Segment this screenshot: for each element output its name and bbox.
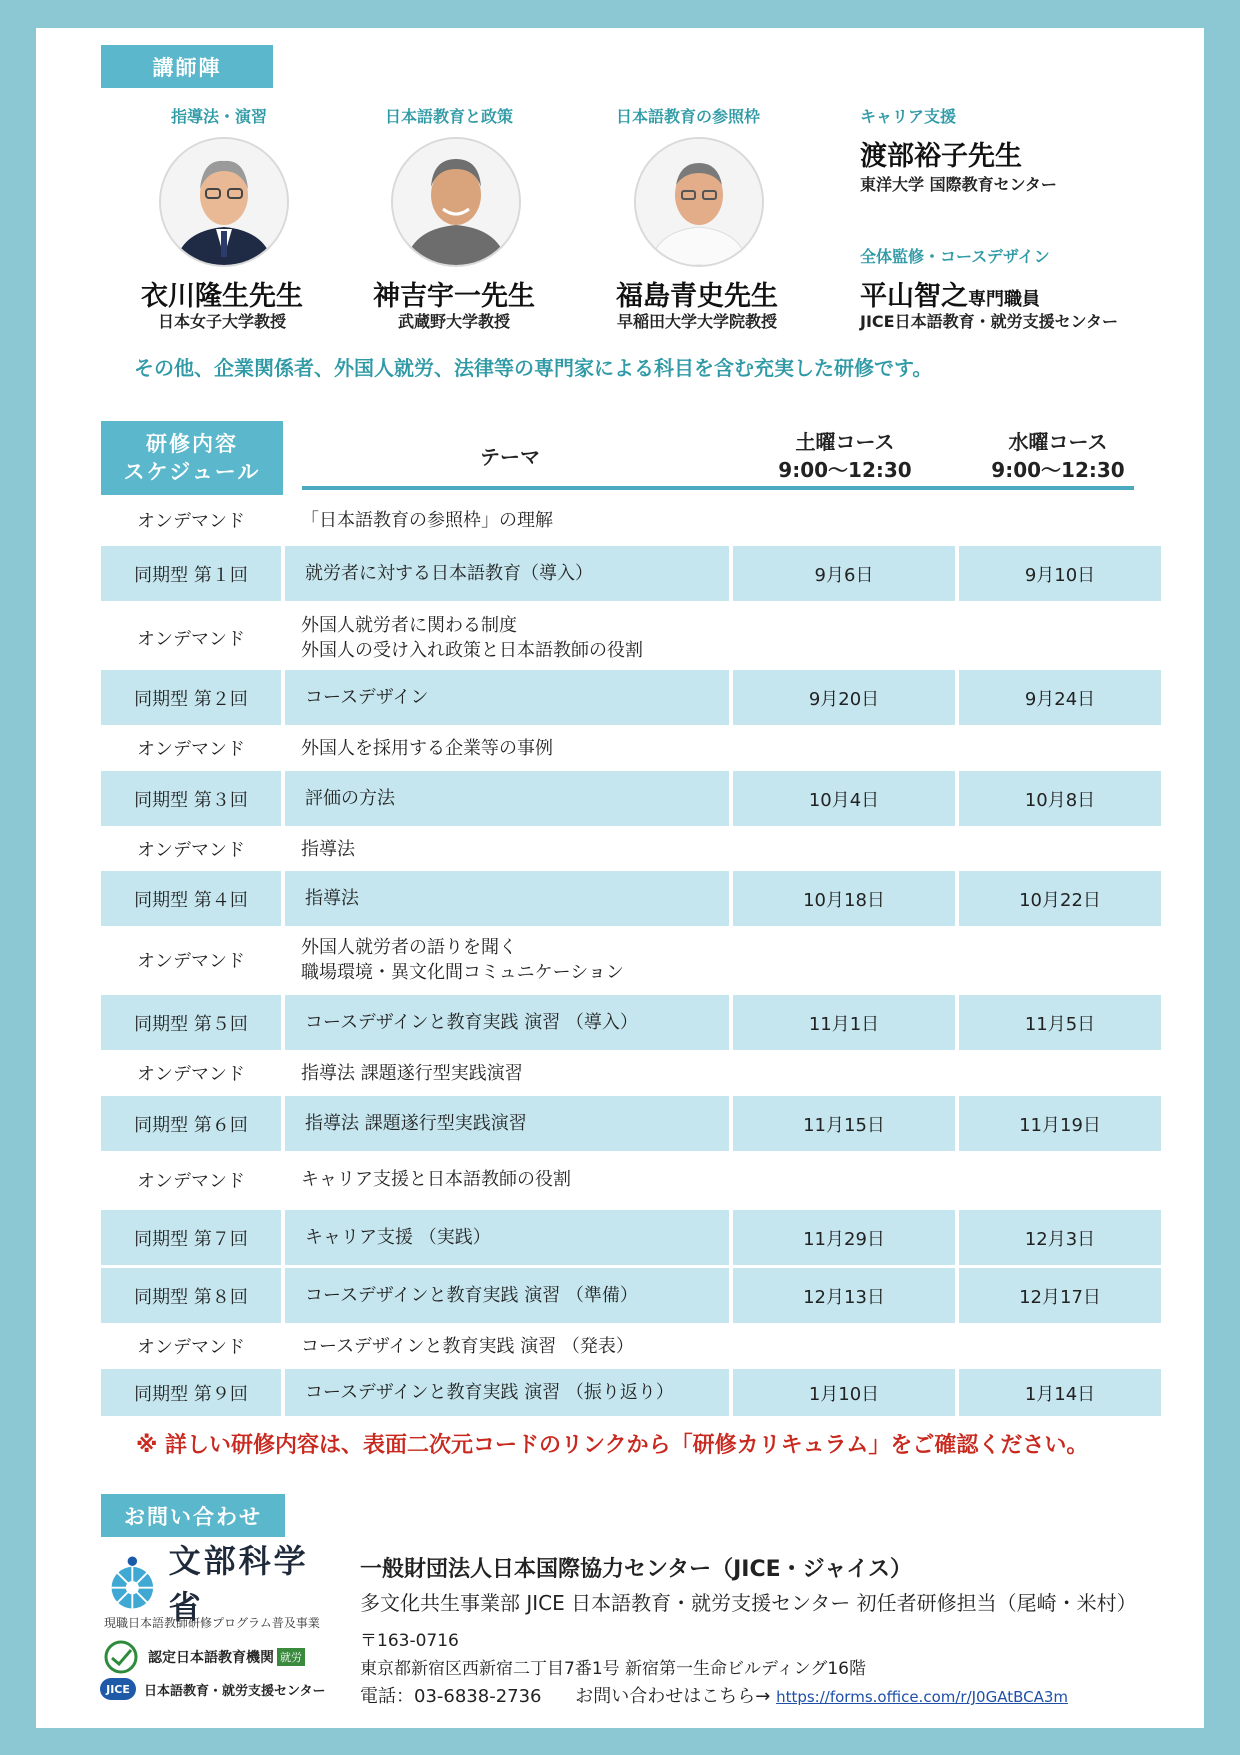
table-row xyxy=(101,1369,1161,1416)
instructor-3-role: 日本語教育の参照枠 xyxy=(616,107,761,126)
session-type: 同期型 第２回 xyxy=(101,670,281,725)
session-theme xyxy=(281,1152,725,1207)
saturday-date: 9月6日 xyxy=(733,546,955,601)
saturday-date xyxy=(725,606,947,670)
session-theme xyxy=(281,1323,725,1369)
instructor-3-name: 福島青史先生 xyxy=(616,281,778,312)
contact-organization: 一般財団法人日本国際協力センター（JICE・ジャイス） xyxy=(360,1557,913,1582)
wednesday-date xyxy=(947,1323,1149,1369)
mext-program-label: 現職日本語教師研修プログラム普及事業 xyxy=(104,1616,320,1630)
theme-line: コースデザイン xyxy=(305,687,429,708)
instructor-2-name: 神吉宇一先生 xyxy=(373,281,535,312)
saturday-date xyxy=(725,1050,947,1096)
instructor-5-role: 全体監修・コースデザイン xyxy=(860,247,1050,266)
jice-center-text: 日本語教育・就労支援センター xyxy=(144,1683,326,1699)
saturday-course-time: 9:00～12:30 xyxy=(778,458,912,482)
mext-logo-text: 文部科学省 xyxy=(168,1542,309,1626)
contact-phone: 電話：03-6838-2736 xyxy=(360,1686,542,1707)
instructor-4-role: キャリア支援 xyxy=(860,107,957,126)
theme-line: キャリア支援と日本語教師の役割 xyxy=(301,1169,571,1190)
saturday-course-label: 土曜コース xyxy=(795,430,895,454)
session-type: 同期型 第８回 xyxy=(101,1268,281,1323)
wednesday-date: 12月17日 xyxy=(959,1268,1161,1323)
wednesday-date: 9月24日 xyxy=(959,670,1161,725)
saturday-date: 1月10日 xyxy=(733,1369,955,1416)
wednesday-date: 11月5日 xyxy=(959,995,1161,1050)
table-row xyxy=(101,995,1161,1050)
wednesday-date xyxy=(947,606,1149,670)
theme-line: 外国人就労者の語りを聞く xyxy=(301,937,517,958)
session-theme xyxy=(281,928,725,992)
table-row xyxy=(101,497,1161,543)
session-type: オンデマンド xyxy=(137,1337,245,1358)
session-type: オンデマンド xyxy=(137,1170,245,1192)
table-row xyxy=(101,871,1161,926)
session-type: オンデマンド xyxy=(137,511,245,532)
curriculum-notice: ※ 詳しい研修内容は、表面二次元コードのリンクから「研修カリキュラム」をご確認ください。 xyxy=(136,1433,1089,1458)
saturday-date xyxy=(725,497,947,543)
session-type: 同期型 第３回 xyxy=(101,771,281,826)
instructor-5-name xyxy=(860,274,1040,313)
table-row xyxy=(101,1268,1161,1323)
contact-phone-line xyxy=(360,1682,1068,1708)
saturday-date: 10月4日 xyxy=(733,771,955,826)
contact-inquiry-label: お問い合わせはこちら→ xyxy=(575,1686,771,1707)
instructor-2-photo xyxy=(391,137,521,267)
session-theme xyxy=(285,546,729,601)
wednesday-date: 10月8日 xyxy=(959,771,1161,826)
theme-line: 外国人を採用する企業等の事例 xyxy=(301,737,553,759)
schedule-tag-line2: スケジュール xyxy=(123,460,261,484)
theme-line: キャリア支援 （実践） xyxy=(305,1227,491,1248)
certification-emblem-icon xyxy=(100,1640,142,1674)
theme-line: 指導法 xyxy=(301,838,355,860)
table-row xyxy=(101,546,1161,601)
jice-logo xyxy=(100,1678,325,1700)
table-row xyxy=(101,606,1161,670)
program-note: その他、企業関係者、外国人就労、法律等の専門家による科目を含む充実した研修です。 xyxy=(134,356,933,380)
wednesday-date xyxy=(947,1050,1149,1096)
saturday-date xyxy=(725,1152,947,1207)
session-theme xyxy=(285,1096,729,1151)
schedule-tag-line1: 研修内容 xyxy=(146,432,238,456)
table-row xyxy=(101,1323,1161,1369)
nintei-badge: 就労 xyxy=(277,1648,305,1666)
instructors-section-tag: 講師陣 xyxy=(101,45,273,88)
table-row xyxy=(101,1050,1161,1096)
table-row xyxy=(101,1210,1161,1265)
session-type: オンデマンド xyxy=(137,951,245,972)
theme-line: 指導法 xyxy=(305,888,359,909)
theme-line: 外国人就労者に関わる制度 xyxy=(301,615,517,636)
saturday-course-header xyxy=(755,428,935,484)
saturday-date: 10月18日 xyxy=(733,871,955,926)
session-type: 同期型 第１回 xyxy=(101,546,281,601)
session-theme xyxy=(281,1050,725,1096)
portrait-icon xyxy=(161,139,287,265)
session-type: オンデマンド xyxy=(137,739,245,760)
instructor-2-role: 日本語教育と政策 xyxy=(385,107,514,126)
session-theme xyxy=(285,1210,729,1265)
theme-line: 指導法 課題遂行型実践演習 xyxy=(305,1113,527,1134)
wednesday-date xyxy=(947,725,1149,771)
instructor-1-affiliation: 日本女子大学教授 xyxy=(157,312,286,331)
contact-address: 東京都新宿区西新宿二丁目7番1号 新宿第一生命ビルディング16階 xyxy=(360,1659,866,1679)
instructor-1-role: 指導法・演習 xyxy=(171,107,268,126)
session-theme xyxy=(281,497,725,543)
session-theme xyxy=(281,606,725,670)
instructor-3-affiliation: 早稲田大学大学院教授 xyxy=(616,312,777,331)
wednesday-course-label: 水曜コース xyxy=(1008,430,1108,454)
theme-line: コースデザインと教育実践 演習 （発表） xyxy=(301,1335,634,1357)
table-row xyxy=(101,670,1161,725)
nintei-logo xyxy=(100,1640,305,1674)
header-divider xyxy=(302,486,1134,490)
wednesday-date xyxy=(947,928,1149,992)
instructor-3-photo xyxy=(634,137,764,267)
instructor-5-name-text: 平山智之 xyxy=(860,281,968,312)
session-type: 同期型 第９回 xyxy=(101,1369,281,1416)
table-row xyxy=(101,771,1161,826)
saturday-date xyxy=(725,1323,947,1369)
theme-line: コースデザインと教育実践 演習 （振り返り） xyxy=(305,1382,674,1403)
session-theme xyxy=(281,725,725,771)
saturday-date xyxy=(725,826,947,872)
session-type: オンデマンド xyxy=(137,629,245,650)
session-theme xyxy=(285,771,729,826)
session-theme xyxy=(285,670,729,725)
mext-emblem-icon xyxy=(104,1552,161,1612)
instructor-1-name: 衣川隆生先生 xyxy=(141,281,303,312)
portrait-icon xyxy=(636,139,762,265)
table-row xyxy=(101,1152,1161,1207)
wednesday-course-header xyxy=(968,428,1148,484)
saturday-date: 12月13日 xyxy=(733,1268,955,1323)
saturday-date xyxy=(725,928,947,992)
contact-postal-code: 〒163-0716 xyxy=(360,1631,459,1651)
theme-line: コースデザインと教育実践 演習 （導入） xyxy=(305,1012,638,1033)
saturday-date: 9月20日 xyxy=(733,670,955,725)
session-theme xyxy=(285,1268,729,1323)
contact-form-link[interactable]: https://forms.office.com/r/J0GAtBCA3m xyxy=(776,1688,1069,1706)
instructor-5-title: 専門職員 xyxy=(968,289,1040,310)
jice-mark: JICE xyxy=(100,1678,136,1700)
session-type: 同期型 第４回 xyxy=(101,871,281,926)
session-theme xyxy=(285,995,729,1050)
contact-department: 多文化共生事業部 JICE 日本語教育・就労支援センター 初任者研修担当（尾崎・米村） xyxy=(360,1591,1137,1615)
wednesday-course-time: 9:00～12:30 xyxy=(991,458,1125,482)
theme-line: コースデザインと教育実践 演習 （準備） xyxy=(305,1285,638,1306)
saturday-date: 11月1日 xyxy=(733,995,955,1050)
instructor-1-photo xyxy=(159,137,289,267)
session-type: 同期型 第５回 xyxy=(101,995,281,1050)
session-type: 同期型 第６回 xyxy=(101,1096,281,1151)
session-theme xyxy=(285,871,729,926)
wednesday-date: 10月22日 xyxy=(959,871,1161,926)
schedule-section-tag xyxy=(101,421,283,495)
instructor-4-name: 渡部裕子先生 xyxy=(860,141,1022,172)
wednesday-date xyxy=(947,826,1149,872)
session-type: 同期型 第７回 xyxy=(101,1210,281,1265)
saturday-date: 11月15日 xyxy=(733,1096,955,1151)
session-type: オンデマンド xyxy=(137,1064,245,1085)
table-row xyxy=(101,725,1161,771)
theme-line: 職場環境・異文化間コミュニケーション xyxy=(301,962,624,983)
instructor-2-affiliation: 武蔵野大学教授 xyxy=(397,312,510,331)
contact-section-tag: お問い合わせ xyxy=(101,1494,285,1537)
table-row xyxy=(101,1096,1161,1151)
wednesday-date xyxy=(947,497,1149,543)
session-theme xyxy=(281,826,725,872)
theme-line: 外国人の受け入れ政策と日本語教師の役割 xyxy=(301,640,643,661)
wednesday-date: 11月19日 xyxy=(959,1096,1161,1151)
theme-column-header: テーマ xyxy=(480,445,540,469)
table-row xyxy=(101,928,1161,992)
theme-line: 評価の方法 xyxy=(305,788,395,809)
theme-line: 就労者に対する日本語教育（導入） xyxy=(305,563,593,584)
saturday-date xyxy=(725,725,947,771)
wednesday-date: 1月14日 xyxy=(959,1369,1161,1416)
portrait-icon xyxy=(393,139,519,265)
instructor-5-affiliation: JICE日本語教育・就労支援センター xyxy=(860,312,1118,331)
instructor-4-affiliation: 東洋大学 国際教育センター xyxy=(860,175,1057,194)
table-row xyxy=(101,826,1161,872)
nintei-logo-text: 認定日本語教育機関 xyxy=(148,1650,274,1666)
wednesday-date: 12月3日 xyxy=(959,1210,1161,1265)
session-type: オンデマンド xyxy=(137,840,245,861)
theme-line: 「日本語教育の参照枠」の理解 xyxy=(301,509,553,531)
saturday-date: 11月29日 xyxy=(733,1210,955,1265)
wednesday-date xyxy=(947,1152,1149,1207)
session-theme xyxy=(285,1369,729,1416)
wednesday-date: 9月10日 xyxy=(959,546,1161,601)
theme-line: 指導法 課題遂行型実践演習 xyxy=(301,1062,523,1084)
